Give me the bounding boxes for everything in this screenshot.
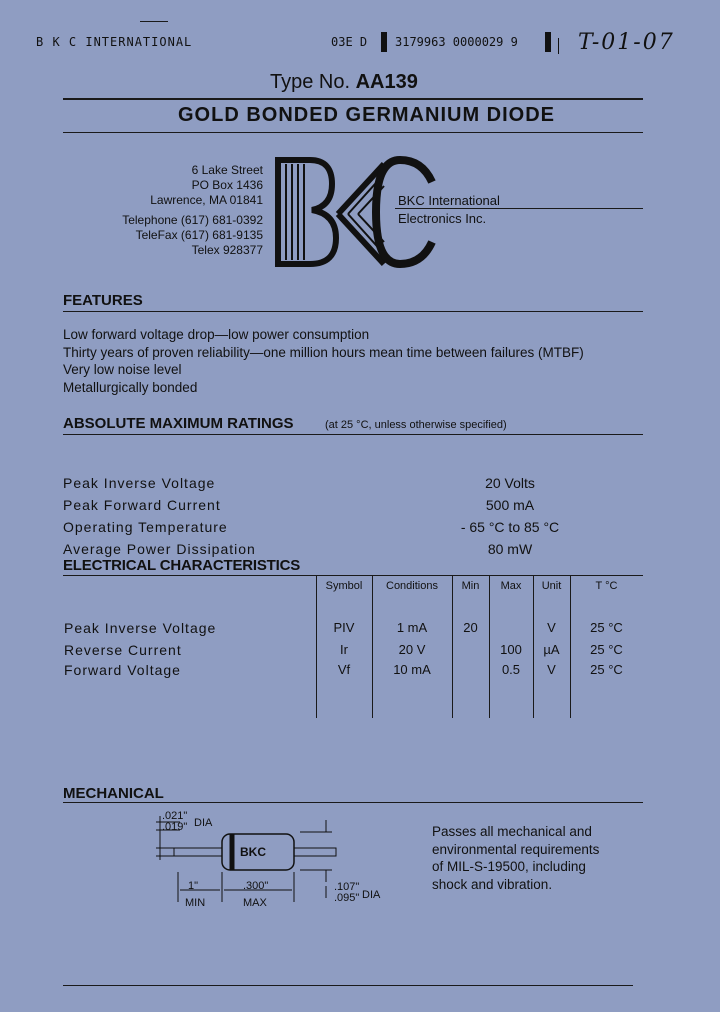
feature-item: Thirty years of proven reliability—one million hours mean time between failures (MTBF) [63,344,584,360]
column-header-symbol: Symbol [325,580,363,592]
rating-label: Peak Inverse Voltage [63,475,216,491]
column-header-min: Min [461,580,480,592]
table-cell-unit: V [547,662,556,677]
table-cell-max: 0.5 [501,662,521,677]
electrical-heading: ELECTRICAL CHARACTERISTICS [63,557,301,574]
description-line: shock and vibration. [432,876,553,892]
lead-length: 1" [188,880,199,892]
header-black-mark [381,32,387,52]
mechanical-rule [63,802,643,803]
address-line: Lawrence, MA 01841 [150,193,263,207]
table-cell-conditions: 10 mA [393,662,431,677]
type-number: AA139 [355,71,418,93]
rating-value: 80 mW [487,541,533,557]
electrical-rule [63,575,643,576]
column-header-temp: T °C [595,580,618,592]
table-cell-symbol: Ir [340,642,348,657]
wire-dia-label: DIA [194,817,213,829]
logo-company-name: BKC International [398,193,500,208]
column-header-max: Max [500,580,522,592]
rating-label: Average Power Dissipation [63,541,256,557]
table-cell-symbol: Vf [337,662,351,677]
body-length: .300" [243,880,269,892]
ratings-note: (at 25 °C, unless otherwise specified) [325,419,507,431]
description-line: of MIL-S-19500, including [432,859,586,874]
header-black-mark-2 [545,32,551,52]
title-divider [63,98,643,100]
type-prefix: Type No. [270,71,351,93]
rating-value: 500 mA [485,497,535,513]
telex: Telex 928377 [191,243,263,257]
header-tick [558,38,559,54]
address-line: 6 Lake Street [191,163,263,177]
table-cell-unit: µA [543,642,560,657]
table-row-label: Reverse Current [64,642,182,658]
table-row-label: Forward Voltage [64,662,181,678]
ratings-rule [63,434,643,435]
column-header-unit: Unit [541,580,562,592]
ratings-heading: ABSOLUTE MAXIMUM RATINGS [63,415,294,432]
feature-item: Metallurgically bonded [63,379,198,395]
wire-dia-bottom: .019" [162,821,188,833]
body-dia-label: DIA [362,889,381,901]
table-cell-conditions: 1 mA [396,620,428,635]
handwritten-code: T-01-07 [578,30,675,55]
lead-length-qual: MIN [185,897,206,909]
body-dia-bottom: .095" [334,892,360,904]
description-line: environmental requirements [432,841,600,857]
features-heading: FEATURES [63,292,143,309]
logo-rule [395,208,643,209]
table-cell-temp: 25 °C [590,642,623,657]
mechanical-description [432,823,599,893]
telefax: TeleFax (617) 681-9135 [135,228,263,242]
header-code-numbers: 3179963 0000029 9 [395,35,518,49]
header-tick-mark [140,21,168,22]
rating-label: Operating Temperature [63,519,228,535]
phone-block [100,213,263,258]
features-list [63,326,584,396]
rating-label: Peak Forward Current [63,497,221,513]
rating-value: 20 Volts [485,475,535,491]
table-cell-symbol: PIV [333,620,355,635]
description-line: Passes all mechanical and [432,824,592,839]
features-rule [63,311,643,312]
table-separator [452,576,453,718]
table-cell-max: 100 [500,642,522,657]
address-block [120,163,263,208]
title-divider-2 [63,132,643,133]
telephone: Telephone (617) 681-0392 [122,213,263,227]
feature-item: Low forward voltage drop—low power consumption [63,327,370,342]
logo-company-sub: Electronics Inc. [398,211,487,226]
body-diameter-dims [334,882,359,904]
table-row-label: Peak Inverse Voltage [64,620,217,636]
bottom-rule [63,985,633,986]
table-cell-temp: 25 °C [590,620,623,635]
table-cell-min: 20 [463,620,478,635]
header-company-line: B K C INTERNATIONAL [36,35,193,49]
column-header-conditions: Conditions [386,580,438,592]
rating-value: - 65 °C to 85 °C [460,519,560,535]
product-title: GOLD BONDED GERMANIUM DIODE [178,104,555,126]
body-length-qual: MAX [243,897,267,909]
address-line: PO Box 1436 [191,178,263,192]
table-cell-conditions: 20 V [398,642,426,657]
table-cell-unit: V [547,620,556,635]
diode-body-marking: BKC [240,845,266,859]
wire-diameter-dims [162,811,187,833]
feature-item: Very low noise level [63,362,182,377]
table-cell-temp: 25 °C [590,662,623,677]
mechanical-heading: MECHANICAL [63,785,164,802]
type-number-line [270,71,418,94]
body-dia-top: .107" [334,881,360,893]
header-code-left: 03E D [331,35,368,49]
wire-dia-top: .021" [162,810,188,822]
